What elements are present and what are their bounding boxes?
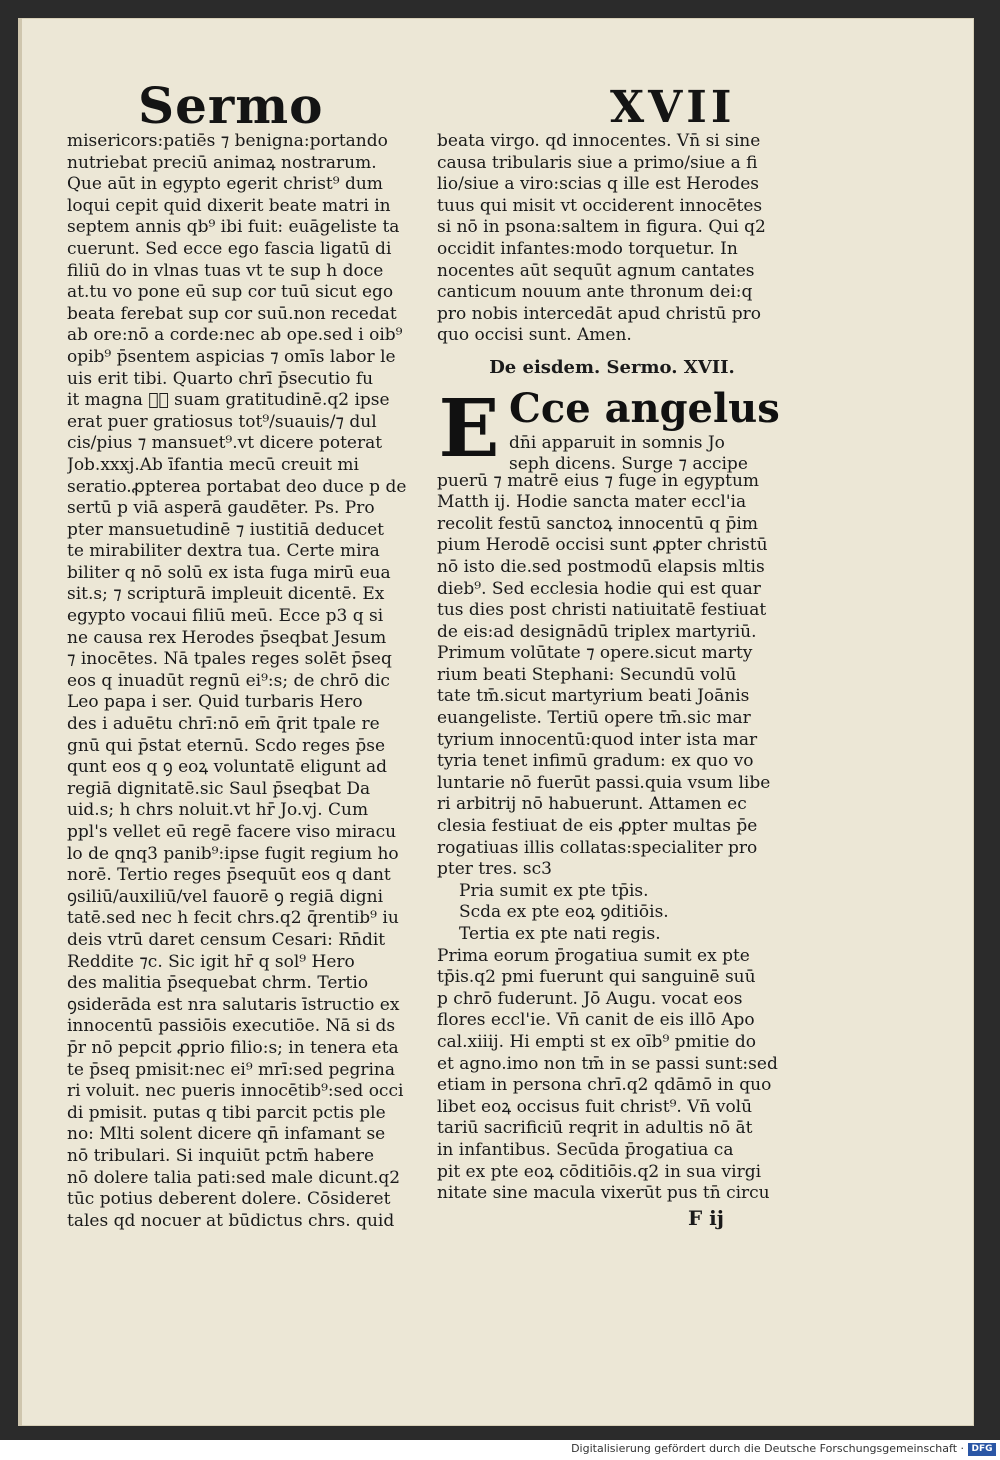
text-line: seratio.ꝓpterea portabat deo duce p de — [67, 476, 407, 497]
text-line: uis erit tibi. Quarto chrī p̄secutio fu — [67, 368, 374, 389]
text-line: loqui cepit quid dixerit beate matri in — [67, 195, 391, 216]
text-line: tp̄is.q2 pmi fuerunt qui sanguinē suū — [437, 967, 756, 988]
text-line: no: Mlti solent dicere qn̄ infamant se — [67, 1124, 386, 1145]
text-line: p̄r nō pepcit ꝓprio filio:s; in tenera eta — [67, 1037, 399, 1058]
text-line: flores eccl'ie. Vn̄ canit de eis illō Apo — [437, 1010, 755, 1031]
text-line: at.tu vo pone eū sup cor tuū sicut ego — [67, 282, 394, 303]
right-column-end-text — [437, 946, 787, 1205]
text-line: etiam in persona chrī.q2 qdāmō in quo — [437, 1075, 772, 1096]
text-line: gnū qui p̄stat eternū. Scdo reges p̄se — [67, 735, 386, 756]
text-line: Matth ij. Hodie sancta mater eccl'ia — [437, 492, 747, 513]
text-line: si nō in psona:saltem in figura. Qui q2 — [437, 217, 766, 238]
text-line: te p̄seq pmisit:nec ei⁹ mrī:sed pegrina — [67, 1059, 396, 1080]
text-line: Job.xxxj.Ab īfantia mecū creuit mi — [67, 454, 359, 475]
text-line: luntarie nō fuerūt passi.quia vsum libe — [437, 772, 771, 793]
text-line: ri arbitrij nō habuerunt. Attamen ec — [437, 794, 747, 815]
text-line: rium beati Stephani: Secundū volū — [437, 664, 737, 685]
text-line: seph dicens. Surge ⁊ accipe — [509, 454, 748, 475]
text-line: pter mansuetudinē ⁊ iustitiā deducet — [67, 519, 384, 540]
text-line: tate tm̄.sicut martyrium beati Joānis — [437, 686, 750, 707]
text-line: quo occisi sunt. Amen. — [437, 325, 632, 346]
text-line: regiā dignitatē.sic Saul p̄seqbat Da — [67, 778, 371, 799]
text-line: beata ferebat sup cor suū.non recedat — [67, 303, 397, 324]
running-head: Sermo — [138, 76, 324, 135]
text-line: qunt eos q ꝯ eoꝝ voluntatē eligunt ad — [67, 757, 388, 778]
signature-mark: F ij — [688, 1206, 724, 1230]
text-line: egypto vocaui filiū meū. Ecce p3 q si — [67, 606, 384, 627]
incipit-continuation — [509, 433, 748, 476]
text-line: cis/pius ⁊ mansuet⁹.vt dicere poterat — [67, 433, 383, 454]
text-line: pium Herodē occisi sunt ꝓpter christū — [437, 535, 768, 556]
text-line: di pmisit. putas q tibi parcit pctis ple — [67, 1102, 386, 1123]
left-text-column — [67, 131, 425, 1232]
text-line: ⁊ inocētes. Nā tpales reges solēt p̄seq — [67, 649, 392, 670]
text-line: sit.s; ⁊ scripturā impleuit dicentē. Ex — [67, 584, 385, 605]
text-line: pter tres. sc3 — [437, 859, 552, 880]
text-line: erat puer gratiosus tot⁹/suauis/⁊ dul — [67, 411, 377, 432]
text-line: ꝯsiliū/auxiliū/vel fauorē ꝯ regiā digni — [67, 886, 384, 907]
text-line: libet eoꝝ occisus fuit christ⁹. Vn̄ volū — [437, 1096, 753, 1117]
text-line: nutriebat preciū animaꝝ nostrarum. — [67, 152, 377, 173]
text-line: Prima eorum p̄rogatiua sumit ex pte — [437, 945, 750, 966]
text-line: in infantibus. Secūda p̄rogatiua ca — [437, 1139, 734, 1160]
text-line: septem annis qb⁹ ibi fuit: euāgeliste ta — [67, 217, 400, 238]
right-column-top-text — [437, 131, 787, 347]
text-line: rogatiuas illis collatas:specialiter pro — [437, 837, 758, 858]
sermon-heading: De eisdem. Sermo. XVII. — [489, 356, 735, 378]
text-line: canticum nouum ante thronum dei:q — [437, 282, 753, 303]
text-line: te mirabiliter dextra tua. Certe mira — [67, 541, 380, 562]
text-line: cuerunt. Sed ecce ego fascia ligatū di — [67, 238, 392, 259]
text-line: clesia festiuat de eis ꝓpter multas p̄e — [437, 816, 758, 837]
text-line: misericors:patiēs ⁊ benigna:portando — [67, 131, 388, 151]
text-line: nitate sine macula vixerūt pus tn̄ circu — [437, 1183, 770, 1204]
text-line: nocentes aūt sequūt agnum cantates — [437, 260, 755, 281]
text-line: tales qd nocuer at būdictus chrs. quid — [67, 1210, 395, 1231]
decorated-initial-letter: E — [438, 380, 500, 475]
text-line: dieb⁹. Sed ecclesia hodie qui est quar — [437, 578, 761, 599]
text-line: puerū ⁊ matrē eius ⁊ fuge in egyptum — [437, 470, 760, 491]
text-line: uid.s; h̄ chrs noluit.vt hr̄ Jo.vj. Cum — [67, 800, 369, 821]
footer-bar — [0, 1440, 1000, 1460]
text-line: dn̄i apparuit in somnis Jo — [509, 432, 725, 453]
text-line: ab ore:nō a corde:nec ab ope.sed i oib⁹ — [67, 325, 403, 346]
text-line: ppl's vellet eū regē facere viso miracu — [67, 822, 397, 842]
text-line: ri voluit. nec pueris innocētib⁹:sed occi — [67, 1081, 404, 1102]
right-text-column — [437, 131, 787, 1205]
text-line: pit ex pte eoꝝ cōditiōis.q2 in sua virgi — [437, 1161, 762, 1182]
text-line: eos q inuadūt regnū ei⁹:s; de chrō dic — [67, 670, 390, 691]
text-line: de eis:ad designādū triplex martyriū. — [437, 621, 757, 642]
text-line: beata virgo. qd innocentes. Vn̄ si sine — [437, 131, 761, 151]
text-line: ꝯsiderāda est nra salutaris īstructio ex — [67, 994, 400, 1015]
text-line: des malitia p̄sequebat chrm. Tertio — [67, 973, 369, 994]
text-line: opib⁹ p̄sentem aspicias ⁊ omīs labor le — [67, 346, 396, 367]
text-line: Scda ex pte eoꝝ ꝯditiōis. — [459, 902, 669, 923]
text-line: occidit infantes:modo torquetur. In — [437, 238, 738, 259]
text-line: tus dies post christi natiuitatē festiuat — [437, 600, 767, 621]
text-line: tuus qui misit vt occiderent innocētes — [437, 195, 763, 216]
text-line: norē. Tertio reges p̄sequūt eos q dant — [67, 865, 391, 886]
text-line: causa tribularis siue a primo/siue a fi — [437, 152, 758, 173]
text-line: et agno.imo non tm̄ in se passi sunt:sed — [437, 1053, 778, 1074]
text-line: sertū p viā asperā gaudēter. Ps. Pro — [67, 498, 375, 519]
text-line: innocentū passiōis executiōe. Nā si ds — [67, 1016, 396, 1037]
text-line: des i aduētu chrī:nō em̄ q̄rit tpale re — [67, 714, 380, 735]
text-line: biliter q nō solū ex ista fuga mirū eua — [67, 562, 391, 583]
decorated-initial-block — [437, 380, 787, 475]
text-line: Pria sumit ex pte tp̄is. — [459, 880, 649, 901]
text-line: tūc potius deberent dolere. Cōsideret — [67, 1189, 391, 1210]
text-line: Reddite ⁊c. Sic igit hr̄ q sol⁹ Hero — [67, 951, 355, 972]
prerogatives-list — [437, 881, 787, 946]
text-line: tatē.sed nec h̄ fecit chrs.q2 q̄rentib⁹ iu — [67, 908, 399, 929]
folio-number: XVII — [610, 82, 736, 133]
text-line: filiū do in vlnas tuas vt te sup h̄ doce — [67, 260, 384, 281]
text-line: Leo papa i ser. Quid turbaris Hero — [67, 692, 363, 713]
text-line: it magna ꝑ͛ suam gratitudinē.q2 ipse — [67, 390, 390, 411]
text-line: Que aūt in egypto egerit christ⁹ dum — [67, 174, 383, 195]
text-line: euangeliste. Tertiū opere tm̄.sic mar — [437, 708, 751, 729]
text-line: lio/siue a viro:scias q ille est Herodes — [437, 174, 760, 195]
right-column-body-text — [437, 471, 787, 881]
text-line: deis vtrū daret censum Cesari: Rn̄dit — [67, 929, 386, 950]
text-line: nō tribulari. Si inquiūt pctm̄ habere — [67, 1145, 375, 1166]
text-line: cal.xiiij. Hi empti st ex oīb⁹ pmitie do — [437, 1031, 756, 1052]
dfg-logo: DFG — [968, 1443, 996, 1456]
text-line: tyrium innocentū:quod inter ista mar — [437, 729, 758, 750]
incipit-text: Cce angelus — [509, 384, 780, 432]
text-line: ne causa rex Herodes p̄seqbat Jesum — [67, 627, 387, 648]
text-line: p chrō fuderunt. Jō Augu. vocat eos — [437, 988, 743, 1009]
text-line: nō isto die.sed postmodū elapsis mltis — [437, 556, 765, 577]
text-line: nō dolere talia pati:sed male dicunt.q2 — [67, 1167, 401, 1188]
text-line: Primum volūtate ⁊ opere.sicut marty — [437, 643, 753, 664]
text-line: pro nobis intercedāt apud christū pro — [437, 303, 761, 324]
funding-notice: Digitalisierung gefördert durch die Deutsche Forschungsgemeinschaft · — [571, 1442, 964, 1455]
text-line: lo de qnq3 panib⁹:ipse fugit regium ho — [67, 843, 399, 864]
text-line: tariū sacrificiū reqrit in adultis nō āt — [437, 1118, 753, 1139]
text-line: tyria tenet infimū gradum: ex quo vo — [437, 751, 754, 772]
text-line: Tertia ex pte nati regis. — [459, 924, 661, 944]
text-line: recolit festū sanctoꝝ innocentū q p̄im — [437, 513, 758, 534]
